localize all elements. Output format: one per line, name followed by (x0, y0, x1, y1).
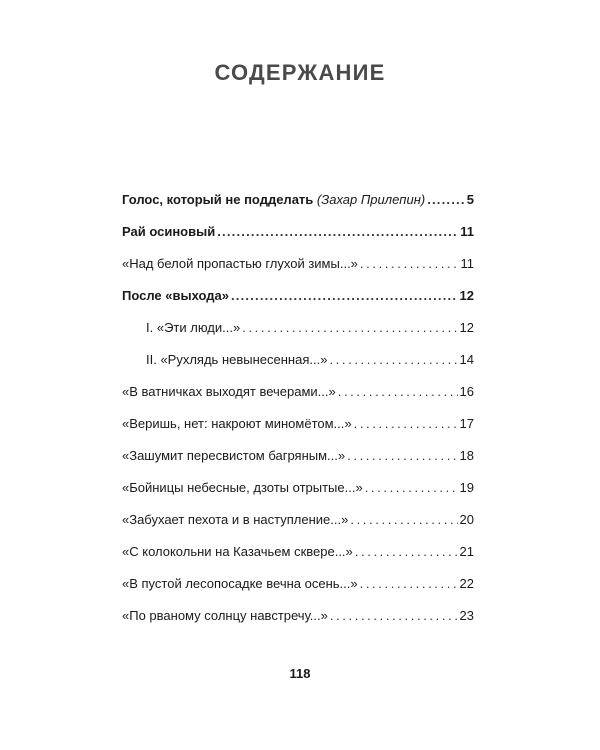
toc-entry-page: 20 (459, 512, 474, 527)
dot-leader (217, 220, 458, 244)
toc-entry-title: «С колокольни на Казачьем сквере...» (122, 544, 353, 559)
dot-leader (365, 476, 458, 500)
toc-entry (122, 284, 474, 316)
toc-entry-page: 22 (459, 576, 474, 591)
table-of-contents (122, 188, 474, 636)
dot-leader (360, 252, 459, 276)
toc-entry (122, 508, 474, 540)
toc-entry-title: «В пустой лесопосадке вечна осень...» (122, 576, 358, 591)
toc-entry-title-text: Голос, который не подделать (122, 192, 314, 207)
dot-leader (347, 444, 457, 468)
toc-entry-page: 16 (459, 384, 474, 399)
toc-entry-title: Рай осиновый (122, 224, 216, 239)
toc-entry (122, 444, 474, 476)
toc-entry-title: «Веришь, нет: накроют миномётом...» (122, 416, 352, 431)
toc-entry (122, 476, 474, 508)
toc-entry-page: 21 (459, 544, 474, 559)
dot-leader (329, 348, 457, 372)
toc-entry-title: II. «Рухлядь невынесенная...» (146, 352, 328, 367)
dot-leader (355, 540, 458, 564)
dot-leader (427, 188, 465, 212)
toc-entry (122, 348, 474, 380)
toc-entry-title: «Бойницы небесные, дзоты отрытые...» (122, 480, 363, 495)
toc-entry (122, 604, 474, 636)
page-title: СОДЕРЖАНИЕ (214, 60, 386, 85)
toc-entry-page: 14 (459, 352, 474, 367)
toc-entry (122, 572, 474, 604)
dot-leader (231, 284, 458, 308)
toc-entry-title: «Забухает пехота и в наступление...» (122, 512, 349, 527)
dot-leader (338, 380, 458, 404)
toc-entry-author: (Захар Прилепин) (316, 192, 426, 207)
toc-entry-page: 18 (459, 448, 474, 463)
toc-entry (122, 540, 474, 572)
toc-entry-page: 17 (459, 416, 474, 431)
page-number: 118 (289, 666, 311, 681)
toc-entry-title: «Зашумит пересвистом багряным...» (122, 448, 346, 463)
toc-entry-page: 5 (466, 192, 474, 207)
dot-leader (350, 508, 457, 532)
dot-leader (242, 316, 457, 340)
toc-entry (122, 188, 474, 220)
toc-entry-title: «Над белой пропастью глухой зимы...» (122, 256, 358, 271)
toc-entry-page: 23 (459, 608, 474, 623)
dot-leader (354, 412, 458, 436)
toc-entry (122, 412, 474, 444)
dot-leader (360, 572, 458, 596)
toc-entry (122, 316, 474, 348)
toc-entry-page: 19 (459, 480, 474, 495)
toc-entry-page: 11 (460, 256, 474, 271)
toc-entry-title (122, 188, 425, 212)
toc-entry-title: «По рваному солнцу навстречу...» (122, 608, 328, 623)
toc-entry-title: «В ватничках выходят вечерами...» (122, 384, 336, 399)
dot-leader (330, 604, 458, 628)
toc-entry-title: I. «Эти люди...» (146, 320, 241, 335)
toc-entry-page: 12 (459, 288, 474, 303)
toc-entry (122, 380, 474, 412)
toc-entry-page: 12 (459, 320, 474, 335)
toc-entry-page: 11 (460, 224, 474, 239)
toc-entry-title: После «выхода» (122, 288, 229, 303)
toc-entry (122, 220, 474, 252)
toc-entry (122, 252, 474, 284)
